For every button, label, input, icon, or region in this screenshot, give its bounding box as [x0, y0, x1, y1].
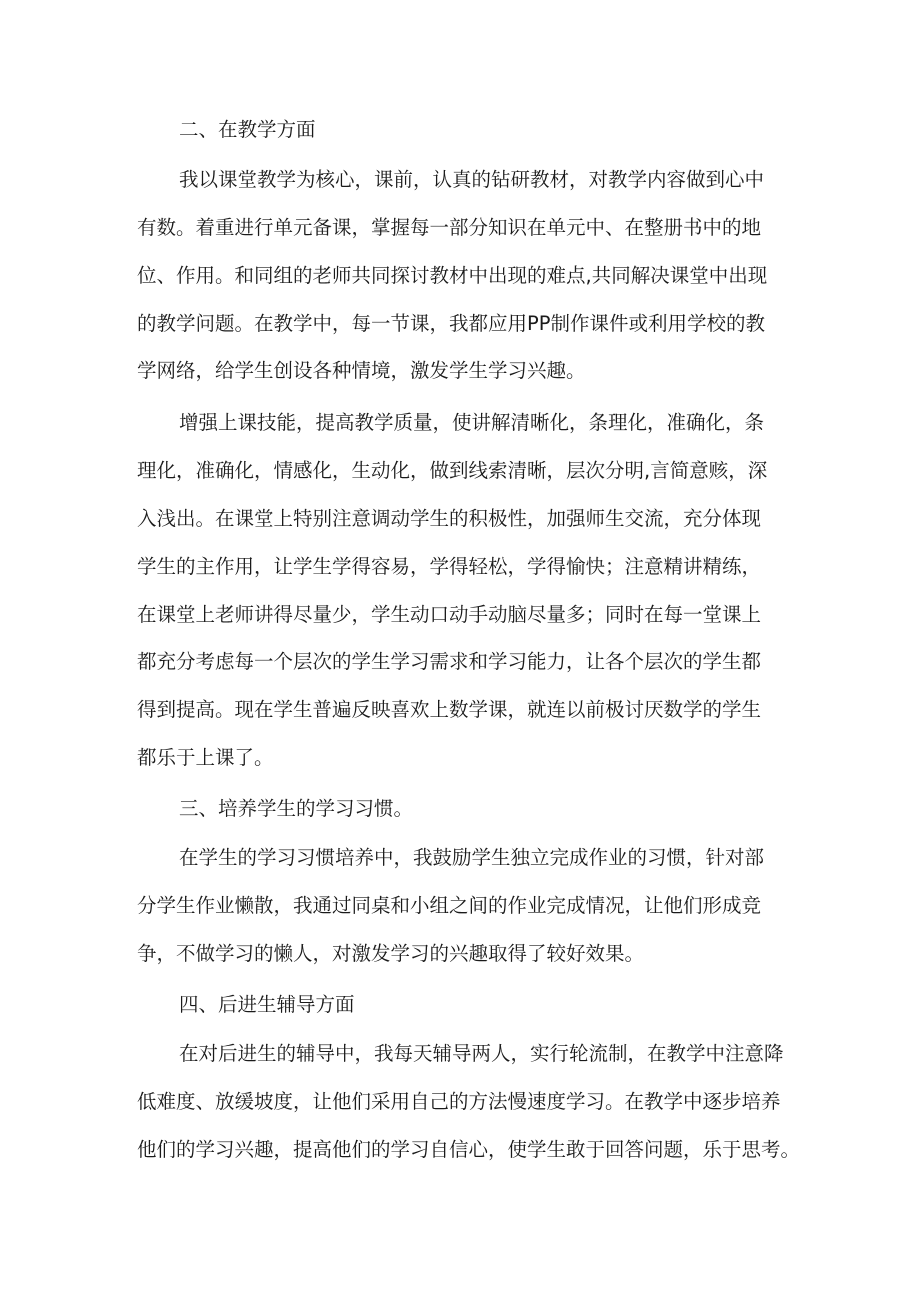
paragraph-line: 在对后进生的辅导中，我每天辅导两人，实行轮流制，在教学中注意降: [179, 1042, 784, 1065]
paragraph-line: 的教学问题。在教学中，每一节课，我都应用PP制作课件或利用学校的教: [137, 312, 766, 335]
paragraph-line: 我以课堂教学为核心，课前，认真的钻研教材，对教学内容做到心中: [179, 168, 765, 191]
paragraph-line: 有数。着重进行单元备课，掌握每一部分知识在单元中、在整册书中的地: [137, 216, 762, 239]
paragraph-line: 学生的主作用，让学生学得容易，学得轻松，学得愉快；注意精讲精练，: [137, 555, 762, 578]
paragraph-line: 理化，准确化，情感化，生动化，做到线索清晰，层次分明,言简意赅，深: [137, 459, 768, 482]
section-heading-tutoring: 四、后进生辅导方面: [179, 993, 355, 1016]
paragraph-line: 他们的学习兴趣，提高他们的学习自信心，使学生敢于回答问题，乐于思考。: [137, 1138, 801, 1161]
paragraph-line: 在课堂上老师讲得尽量少，学生动口动手动脑尽量多；同时在每一堂课上: [137, 603, 762, 626]
paragraph-line: 低难度、放缓坡度，让他们采用自己的方法慢速度学习。在教学中逐步培养: [137, 1090, 781, 1113]
paragraph-line: 入浅出。在课堂上特别注意调动学生的积极性，加强师生交流，充分体现: [137, 507, 762, 530]
section-heading-teaching: 二、在教学方面: [179, 118, 316, 141]
paragraph-line: 争，不做学习的懒人，对激发学习的兴趣取得了较好效果。: [137, 942, 645, 965]
paragraph-line: 学网络，给学生创设各种情境，激发学生学习兴趣。: [137, 359, 586, 382]
paragraph-line: 在学生的学习习惯培养中，我鼓励学生独立完成作业的习惯，针对部: [179, 846, 765, 869]
section-heading-study-habits: 三、培养学生的学习习惯。: [179, 797, 414, 820]
paragraph-line: 位、作用。和同组的老师共同探讨教材中出现的难点,共同解决课堂中出现: [137, 264, 768, 287]
paragraph-line: 都充分考虑每一个层次的学生学习需求和学习能力，让各个层次的学生都: [137, 650, 762, 673]
paragraph-line: 分学生作业懒散，我通过同桌和小组之间的作业完成情况，让他们形成竞: [137, 894, 762, 917]
paragraph-line: 得到提高。现在学生普遍反映喜欢上数学课，就连以前极讨厌数学的学生: [137, 698, 762, 721]
paragraph-line: 都乐于上课了。: [137, 746, 274, 769]
paragraph-line: 增强上课技能，提高教学质量，使讲解清晰化，条理化，准确化，条: [179, 411, 765, 434]
